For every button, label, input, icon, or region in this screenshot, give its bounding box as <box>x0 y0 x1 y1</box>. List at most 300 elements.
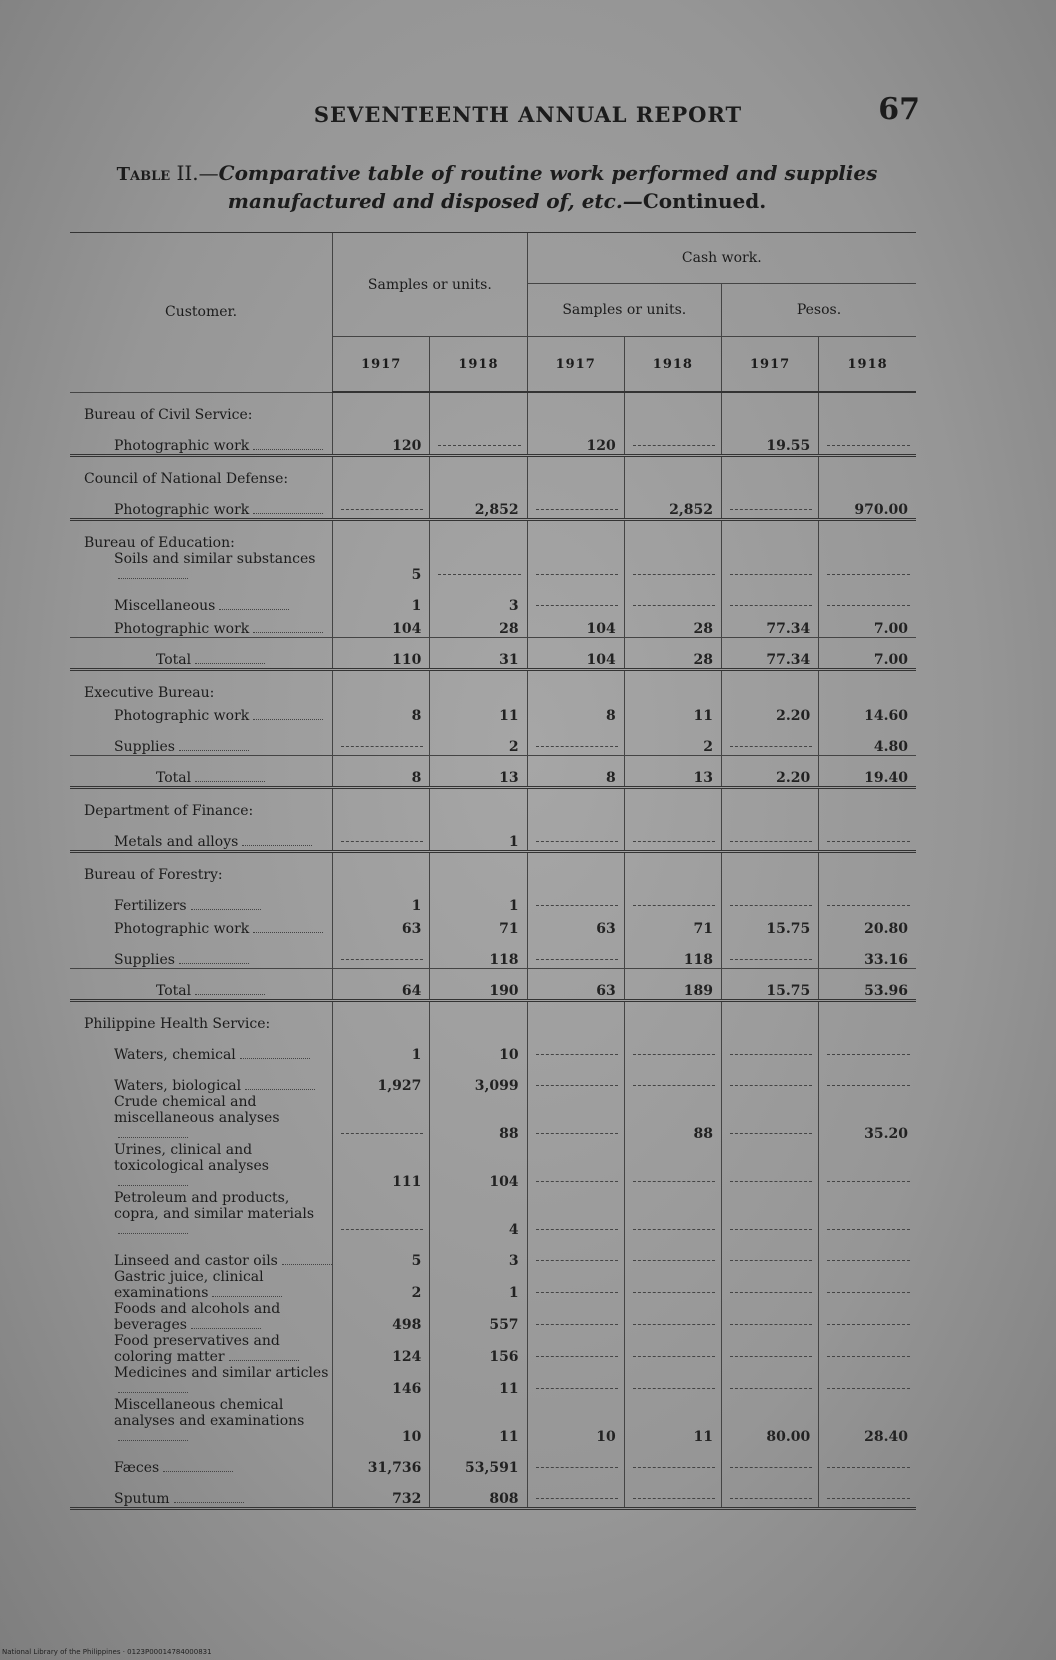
value-cell: 1,927 <box>333 1063 430 1094</box>
dash-cell <box>722 1476 819 1509</box>
dash-cell <box>722 1032 819 1063</box>
dot-leader <box>179 963 249 964</box>
empty-cell <box>527 852 624 884</box>
empty-cell <box>430 456 527 488</box>
row-label-text: Gastric juice, clinical examinations <box>114 1269 264 1301</box>
empty-cell <box>624 852 721 884</box>
dash-cell <box>333 819 430 852</box>
dash-cell <box>722 1238 819 1269</box>
page-number: 67 <box>878 92 920 127</box>
value-cell: 3,099 <box>430 1063 527 1094</box>
value-cell: 77.34 <box>722 638 819 670</box>
running-head: SEVENTEENTH ANNUAL REPORT <box>313 102 743 127</box>
dash-leader <box>536 1498 618 1499</box>
row-label-text: Photographic work <box>114 621 250 637</box>
dash-leader <box>536 905 618 906</box>
dash-cell <box>819 1301 916 1333</box>
dash-cell <box>527 1142 624 1190</box>
table-row <box>70 1397 916 1445</box>
section-heading <box>70 456 916 488</box>
dash-cell <box>527 1032 624 1063</box>
dot-leader <box>118 1185 188 1186</box>
dash-leader <box>730 1292 812 1293</box>
dash-leader <box>827 1356 910 1357</box>
row-label-text: Crude chemical and miscellaneous analyses <box>114 1094 280 1126</box>
empty-cell <box>624 670 721 702</box>
dash-leader <box>341 1133 423 1134</box>
value-cell: 14.60 <box>819 701 916 724</box>
dash-cell <box>527 1301 624 1333</box>
row-label <box>70 1365 333 1397</box>
dot-leader <box>118 1137 188 1138</box>
dash-leader <box>730 1260 812 1261</box>
row-label-text: Miscellaneous <box>114 598 216 614</box>
row-label <box>70 1269 333 1301</box>
value-cell: 2 <box>333 1269 430 1301</box>
empty-cell <box>819 788 916 820</box>
dash-leader <box>730 1324 812 1325</box>
dash-cell <box>624 1063 721 1094</box>
dash-leader <box>536 959 618 960</box>
header-year-1918: 1918 <box>430 337 527 393</box>
value-cell: 10 <box>430 1032 527 1063</box>
dash-cell <box>527 819 624 852</box>
dash-cell <box>722 1190 819 1238</box>
total-row <box>70 638 916 670</box>
value-cell: 13 <box>624 756 721 788</box>
dash-leader <box>827 574 910 575</box>
table-row <box>70 914 916 937</box>
row-label-text: Foods and alcohols and beverages <box>114 1301 281 1333</box>
routine-work-table <box>70 232 916 1553</box>
value-cell: 1 <box>333 583 430 614</box>
row-label <box>70 1094 333 1142</box>
dash-cell <box>624 551 721 583</box>
empty-cell <box>819 852 916 884</box>
section-heading <box>70 670 916 702</box>
dash-leader <box>633 1260 715 1261</box>
table-row <box>70 1445 916 1476</box>
value-cell: 156 <box>430 1333 527 1365</box>
row-label <box>70 520 333 552</box>
value-cell: 71 <box>624 914 721 937</box>
dash-leader <box>536 1467 618 1468</box>
dash-leader <box>633 1229 715 1230</box>
dash-cell <box>527 937 624 969</box>
dot-leader <box>174 1502 244 1503</box>
dash-cell <box>527 1445 624 1476</box>
dash-cell <box>624 1476 721 1509</box>
empty-cell <box>527 670 624 702</box>
empty-cell <box>624 392 721 423</box>
empty-cell <box>722 456 819 488</box>
value-cell: 120 <box>527 423 624 456</box>
dash-cell <box>624 1333 721 1365</box>
row-label <box>70 1476 333 1509</box>
table-body <box>70 392 916 1509</box>
dash-cell <box>624 1190 721 1238</box>
dash-cell <box>430 423 527 456</box>
dash-leader <box>633 1324 715 1325</box>
dash-leader <box>633 905 715 906</box>
dot-leader <box>282 1264 333 1265</box>
dash-cell <box>624 1142 721 1190</box>
row-label <box>70 670 333 702</box>
value-cell: 19.40 <box>819 756 916 788</box>
dash-leader <box>730 574 812 575</box>
row-label <box>70 1032 333 1063</box>
empty-cell <box>819 392 916 423</box>
value-cell: 5 <box>333 551 430 583</box>
value-cell: 13 <box>430 756 527 788</box>
empty-cell <box>333 1001 430 1033</box>
dash-cell <box>527 724 624 756</box>
value-cell: 146 <box>333 1365 430 1397</box>
dash-cell <box>819 1238 916 1269</box>
value-cell: 63 <box>333 914 430 937</box>
dash-cell <box>333 937 430 969</box>
dash-cell <box>624 819 721 852</box>
dash-cell <box>527 551 624 583</box>
dash-leader <box>730 1467 812 1468</box>
value-cell: 4 <box>430 1190 527 1238</box>
empty-cell <box>527 1001 624 1033</box>
dash-cell <box>722 583 819 614</box>
dot-leader <box>195 994 265 995</box>
dot-leader <box>118 1392 188 1393</box>
dash-cell <box>624 423 721 456</box>
value-cell: 28 <box>624 614 721 638</box>
value-cell: 11 <box>624 701 721 724</box>
dash-leader <box>827 1388 910 1389</box>
dot-leader <box>240 1058 310 1059</box>
dash-leader <box>730 1356 812 1357</box>
dash-leader <box>827 1324 910 1325</box>
row-label <box>70 1238 333 1269</box>
row-label <box>70 1397 333 1445</box>
dot-leader <box>118 1440 188 1441</box>
dash-leader <box>536 841 618 842</box>
value-cell: 3 <box>430 1238 527 1269</box>
row-label-text: Food preservatives and coloring matter <box>114 1333 280 1365</box>
dash-cell <box>722 1365 819 1397</box>
dot-leader <box>118 578 188 579</box>
header-year-1917: 1917 <box>527 337 624 393</box>
row-label <box>70 1001 333 1033</box>
value-cell: 1 <box>430 1269 527 1301</box>
dash-cell <box>333 1190 430 1238</box>
row-label <box>70 1142 333 1190</box>
value-cell: 53,591 <box>430 1445 527 1476</box>
scan-footer-note: National Library of the Philippines · 0123P00014784000831 <box>2 1648 212 1656</box>
value-cell: 88 <box>430 1094 527 1142</box>
value-cell: 71 <box>430 914 527 937</box>
section-heading <box>70 520 916 552</box>
value-cell: 2.20 <box>722 756 819 788</box>
empty-cell <box>430 788 527 820</box>
dash-leader <box>536 509 618 510</box>
value-cell: 104 <box>430 1142 527 1190</box>
dash-cell <box>819 1190 916 1238</box>
table-row <box>70 724 916 756</box>
value-cell: 7.00 <box>819 614 916 638</box>
dash-cell <box>430 551 527 583</box>
dash-cell <box>527 1063 624 1094</box>
empty-cell <box>624 456 721 488</box>
dash-cell <box>722 724 819 756</box>
dash-cell <box>722 1269 819 1301</box>
value-cell: 2.20 <box>722 701 819 724</box>
dash-leader <box>341 746 423 747</box>
dash-cell <box>527 1269 624 1301</box>
value-cell: 11 <box>430 1365 527 1397</box>
dot-leader <box>253 932 323 933</box>
row-label <box>70 1301 333 1333</box>
row-label-text: Supplies <box>114 739 175 755</box>
table-number: II.— <box>176 161 219 185</box>
table-row <box>70 1190 916 1238</box>
value-cell: 970.00 <box>819 487 916 520</box>
dash-leader <box>633 605 715 606</box>
table-label: Table <box>116 164 171 185</box>
row-label-text: Sputum <box>114 1491 170 1507</box>
dash-cell <box>333 1094 430 1142</box>
dot-leader <box>191 1328 261 1329</box>
table-row <box>70 819 916 852</box>
empty-cell <box>430 852 527 884</box>
section-heading <box>70 788 916 820</box>
empty-cell <box>819 456 916 488</box>
dash-leader <box>536 605 618 606</box>
dash-leader <box>827 1181 910 1182</box>
header-year-1917: 1917 <box>333 337 430 393</box>
row-label <box>70 1333 333 1365</box>
dash-cell <box>722 937 819 969</box>
row-label-text: Soils and similar substances <box>114 551 316 567</box>
value-cell: 33.16 <box>819 937 916 969</box>
table-row <box>70 614 916 638</box>
dash-cell <box>624 1269 721 1301</box>
dash-leader <box>827 1467 910 1468</box>
header-year-1918: 1918 <box>819 337 916 393</box>
data-table <box>70 233 916 1510</box>
row-label-text: Fæces <box>114 1460 160 1476</box>
empty-cell <box>527 520 624 552</box>
value-cell: 31,736 <box>333 1445 430 1476</box>
value-cell: 110 <box>333 638 430 670</box>
dash-leader <box>730 1388 812 1389</box>
row-label-text: Total <box>156 770 192 786</box>
row-label-text: Department of Finance: <box>84 803 254 819</box>
dash-cell <box>819 1445 916 1476</box>
dash-cell <box>624 1301 721 1333</box>
dash-cell <box>819 1032 916 1063</box>
row-label-text: Bureau of Forestry: <box>84 867 223 883</box>
row-label <box>70 456 333 488</box>
empty-cell <box>722 670 819 702</box>
empty-cell <box>430 1001 527 1033</box>
row-label <box>70 392 333 423</box>
row-label <box>70 1190 333 1238</box>
dot-leader <box>245 1089 315 1090</box>
value-cell: 118 <box>430 937 527 969</box>
dash-leader <box>730 1229 812 1230</box>
table-row <box>70 1142 916 1190</box>
value-cell: 189 <box>624 969 721 1001</box>
dot-leader <box>195 781 265 782</box>
header-cash-work: Cash work. <box>527 233 916 284</box>
dash-leader <box>827 1498 910 1499</box>
dash-leader <box>536 574 618 575</box>
dot-leader <box>219 609 289 610</box>
dash-leader <box>438 574 520 575</box>
value-cell: 1 <box>430 883 527 914</box>
dash-leader <box>438 445 520 446</box>
row-label <box>70 819 333 852</box>
dot-leader <box>253 513 323 514</box>
dash-cell <box>722 1063 819 1094</box>
dash-cell <box>527 1238 624 1269</box>
dash-leader <box>633 574 715 575</box>
empty-cell <box>624 1001 721 1033</box>
dash-leader <box>633 1467 715 1468</box>
value-cell: 19.55 <box>722 423 819 456</box>
dash-leader <box>827 445 910 446</box>
row-label <box>70 551 333 583</box>
row-label <box>70 756 333 788</box>
value-cell: 111 <box>333 1142 430 1190</box>
row-label-text: Total <box>156 983 192 999</box>
table-row <box>70 1269 916 1301</box>
row-label-text: Bureau of Education: <box>84 535 235 551</box>
row-label-text: Metals and alloys <box>114 834 239 850</box>
dash-cell <box>624 1365 721 1397</box>
dash-cell <box>819 583 916 614</box>
header-year-1918: 1918 <box>624 337 721 393</box>
dash-leader <box>536 1085 618 1086</box>
row-label-text: Supplies <box>114 952 175 968</box>
header-samples-or-units: Samples or units. <box>333 233 527 337</box>
value-cell: 10 <box>527 1397 624 1445</box>
header-customer: Customer. <box>70 233 333 392</box>
row-label-text: Total <box>156 652 192 668</box>
value-cell: 28.40 <box>819 1397 916 1445</box>
row-label <box>70 1445 333 1476</box>
header-cash-samples: Samples or units. <box>527 284 721 337</box>
value-cell: 63 <box>527 914 624 937</box>
dash-cell <box>819 1365 916 1397</box>
row-label-text: Photographic work <box>114 708 250 724</box>
value-cell: 64 <box>333 969 430 1001</box>
value-cell: 808 <box>430 1476 527 1509</box>
row-label <box>70 937 333 969</box>
value-cell: 1 <box>333 883 430 914</box>
dash-cell <box>819 551 916 583</box>
dash-cell <box>527 883 624 914</box>
table-row <box>70 937 916 969</box>
table-title: Comparative table of routine work performed and supplies manufactured and disposed of, etc.— <box>218 161 878 213</box>
row-label-text: Executive Bureau: <box>84 685 215 701</box>
dash-leader <box>633 841 715 842</box>
row-label <box>70 487 333 520</box>
empty-cell <box>333 456 430 488</box>
header-year-1917: 1917 <box>722 337 819 393</box>
value-cell: 4.80 <box>819 724 916 756</box>
dash-cell <box>624 1032 721 1063</box>
value-cell: 2 <box>430 724 527 756</box>
value-cell: 80.00 <box>722 1397 819 1445</box>
dash-leader <box>633 1388 715 1389</box>
dash-cell <box>819 1063 916 1094</box>
table-continued: Continued. <box>642 189 767 213</box>
dash-cell <box>333 724 430 756</box>
section-heading <box>70 392 916 423</box>
value-cell: 28 <box>624 638 721 670</box>
dash-leader <box>536 1133 618 1134</box>
dash-cell <box>722 487 819 520</box>
row-label <box>70 788 333 820</box>
row-label-text: Photographic work <box>114 438 250 454</box>
value-cell: 35.20 <box>819 1094 916 1142</box>
row-label-text: Photographic work <box>114 502 250 518</box>
value-cell: 31 <box>430 638 527 670</box>
dash-leader <box>633 1181 715 1182</box>
dash-cell <box>527 1094 624 1142</box>
value-cell: 8 <box>527 756 624 788</box>
empty-cell <box>722 788 819 820</box>
value-cell: 498 <box>333 1301 430 1333</box>
table-row <box>70 1063 916 1094</box>
dash-leader <box>536 1356 618 1357</box>
dash-leader <box>633 1356 715 1357</box>
dash-leader <box>633 1292 715 1293</box>
dash-leader <box>536 1324 618 1325</box>
value-cell: 104 <box>333 614 430 638</box>
dash-cell <box>819 883 916 914</box>
value-cell: 63 <box>527 969 624 1001</box>
value-cell: 10 <box>333 1397 430 1445</box>
value-cell: 124 <box>333 1333 430 1365</box>
empty-cell <box>527 788 624 820</box>
dash-leader <box>827 1054 910 1055</box>
dash-leader <box>633 445 715 446</box>
empty-cell <box>527 392 624 423</box>
value-cell: 732 <box>333 1476 430 1509</box>
dash-cell <box>722 1142 819 1190</box>
value-cell: 20.80 <box>819 914 916 937</box>
value-cell: 11 <box>430 1397 527 1445</box>
dash-cell <box>722 883 819 914</box>
value-cell: 5 <box>333 1238 430 1269</box>
empty-cell <box>624 520 721 552</box>
value-cell: 118 <box>624 937 721 969</box>
dash-leader <box>730 841 812 842</box>
dash-leader <box>536 1388 618 1389</box>
table-row <box>70 883 916 914</box>
total-row <box>70 969 916 1001</box>
dash-cell <box>624 1238 721 1269</box>
row-label <box>70 701 333 724</box>
table-row <box>70 423 916 456</box>
dash-leader <box>827 1292 910 1293</box>
dash-leader <box>730 605 812 606</box>
dash-leader <box>536 1229 618 1230</box>
dash-leader <box>730 1498 812 1499</box>
empty-cell <box>333 788 430 820</box>
table-row <box>70 551 916 583</box>
value-cell: 28 <box>430 614 527 638</box>
dash-cell <box>722 1333 819 1365</box>
